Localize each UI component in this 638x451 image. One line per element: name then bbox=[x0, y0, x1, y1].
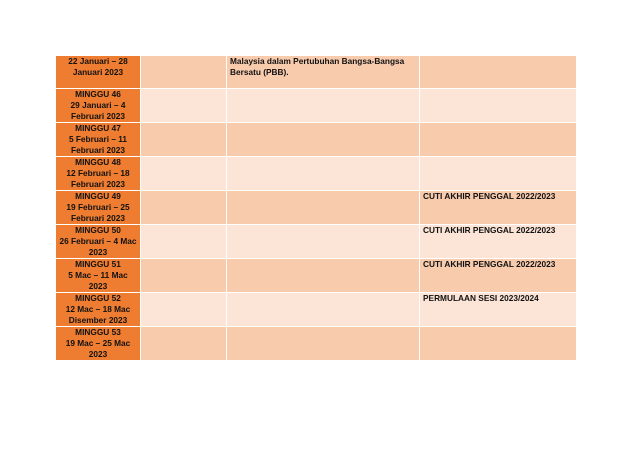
topic-cell bbox=[227, 327, 420, 361]
week-cell: MINGGU 52 12 Mac – 18 Mac Disember 2023 bbox=[56, 293, 141, 327]
empty-cell bbox=[141, 225, 227, 259]
table-row bbox=[56, 259, 577, 293]
week-cell: MINGGU 49 19 Februari – 25 Februari 2023 bbox=[56, 191, 141, 225]
table-row bbox=[56, 225, 577, 259]
empty-cell bbox=[141, 293, 227, 327]
topic-cell bbox=[227, 191, 420, 225]
topic-cell bbox=[227, 225, 420, 259]
week-cell: MINGGU 50 26 Februari – 4 Mac 2023 bbox=[56, 225, 141, 259]
empty-cell bbox=[141, 123, 227, 157]
week-cell: MINGGU 53 19 Mac – 25 Mac 2023 bbox=[56, 327, 141, 361]
note-cell bbox=[420, 89, 577, 123]
topic-cell bbox=[227, 123, 420, 157]
note-cell bbox=[420, 327, 577, 361]
empty-cell bbox=[141, 259, 227, 293]
week-cell: MINGGU 48 12 Februari – 18 Februari 2023 bbox=[56, 157, 141, 191]
topic-cell: Malaysia dalam Pertubuhan Bangsa-Bangsa Bersatu (PBB). bbox=[227, 56, 420, 89]
week-cell: 22 Januari – 28 Januari 2023 bbox=[56, 56, 141, 89]
empty-cell bbox=[141, 327, 227, 361]
note-cell: PERMULAAN SESI 2023/2024 bbox=[420, 293, 577, 327]
topic-cell bbox=[227, 259, 420, 293]
week-cell: MINGGU 46 29 Januari – 4 Februari 2023 bbox=[56, 89, 141, 123]
table-row bbox=[56, 123, 577, 157]
note-cell: CUTI AKHIR PENGGAL 2022/2023 bbox=[420, 191, 577, 225]
note-cell bbox=[420, 157, 577, 191]
week-cell: MINGGU 47 5 Februari – 11 Februari 2023 bbox=[56, 123, 141, 157]
empty-cell bbox=[141, 89, 227, 123]
note-cell: CUTI AKHIR PENGGAL 2022/2023 bbox=[420, 225, 577, 259]
empty-cell bbox=[141, 56, 227, 89]
empty-cell bbox=[141, 157, 227, 191]
note-cell: CUTI AKHIR PENGGAL 2022/2023 bbox=[420, 259, 577, 293]
weekly-schedule-table bbox=[55, 55, 577, 361]
empty-cell bbox=[141, 191, 227, 225]
table-row bbox=[56, 56, 577, 89]
table-row bbox=[56, 327, 577, 361]
table-row bbox=[56, 293, 577, 327]
note-cell bbox=[420, 56, 577, 89]
note-cell bbox=[420, 123, 577, 157]
week-cell: MINGGU 51 5 Mac – 11 Mac 2023 bbox=[56, 259, 141, 293]
topic-cell bbox=[227, 293, 420, 327]
table-row bbox=[56, 157, 577, 191]
table-row bbox=[56, 191, 577, 225]
topic-cell bbox=[227, 89, 420, 123]
table-row bbox=[56, 89, 577, 123]
topic-cell bbox=[227, 157, 420, 191]
